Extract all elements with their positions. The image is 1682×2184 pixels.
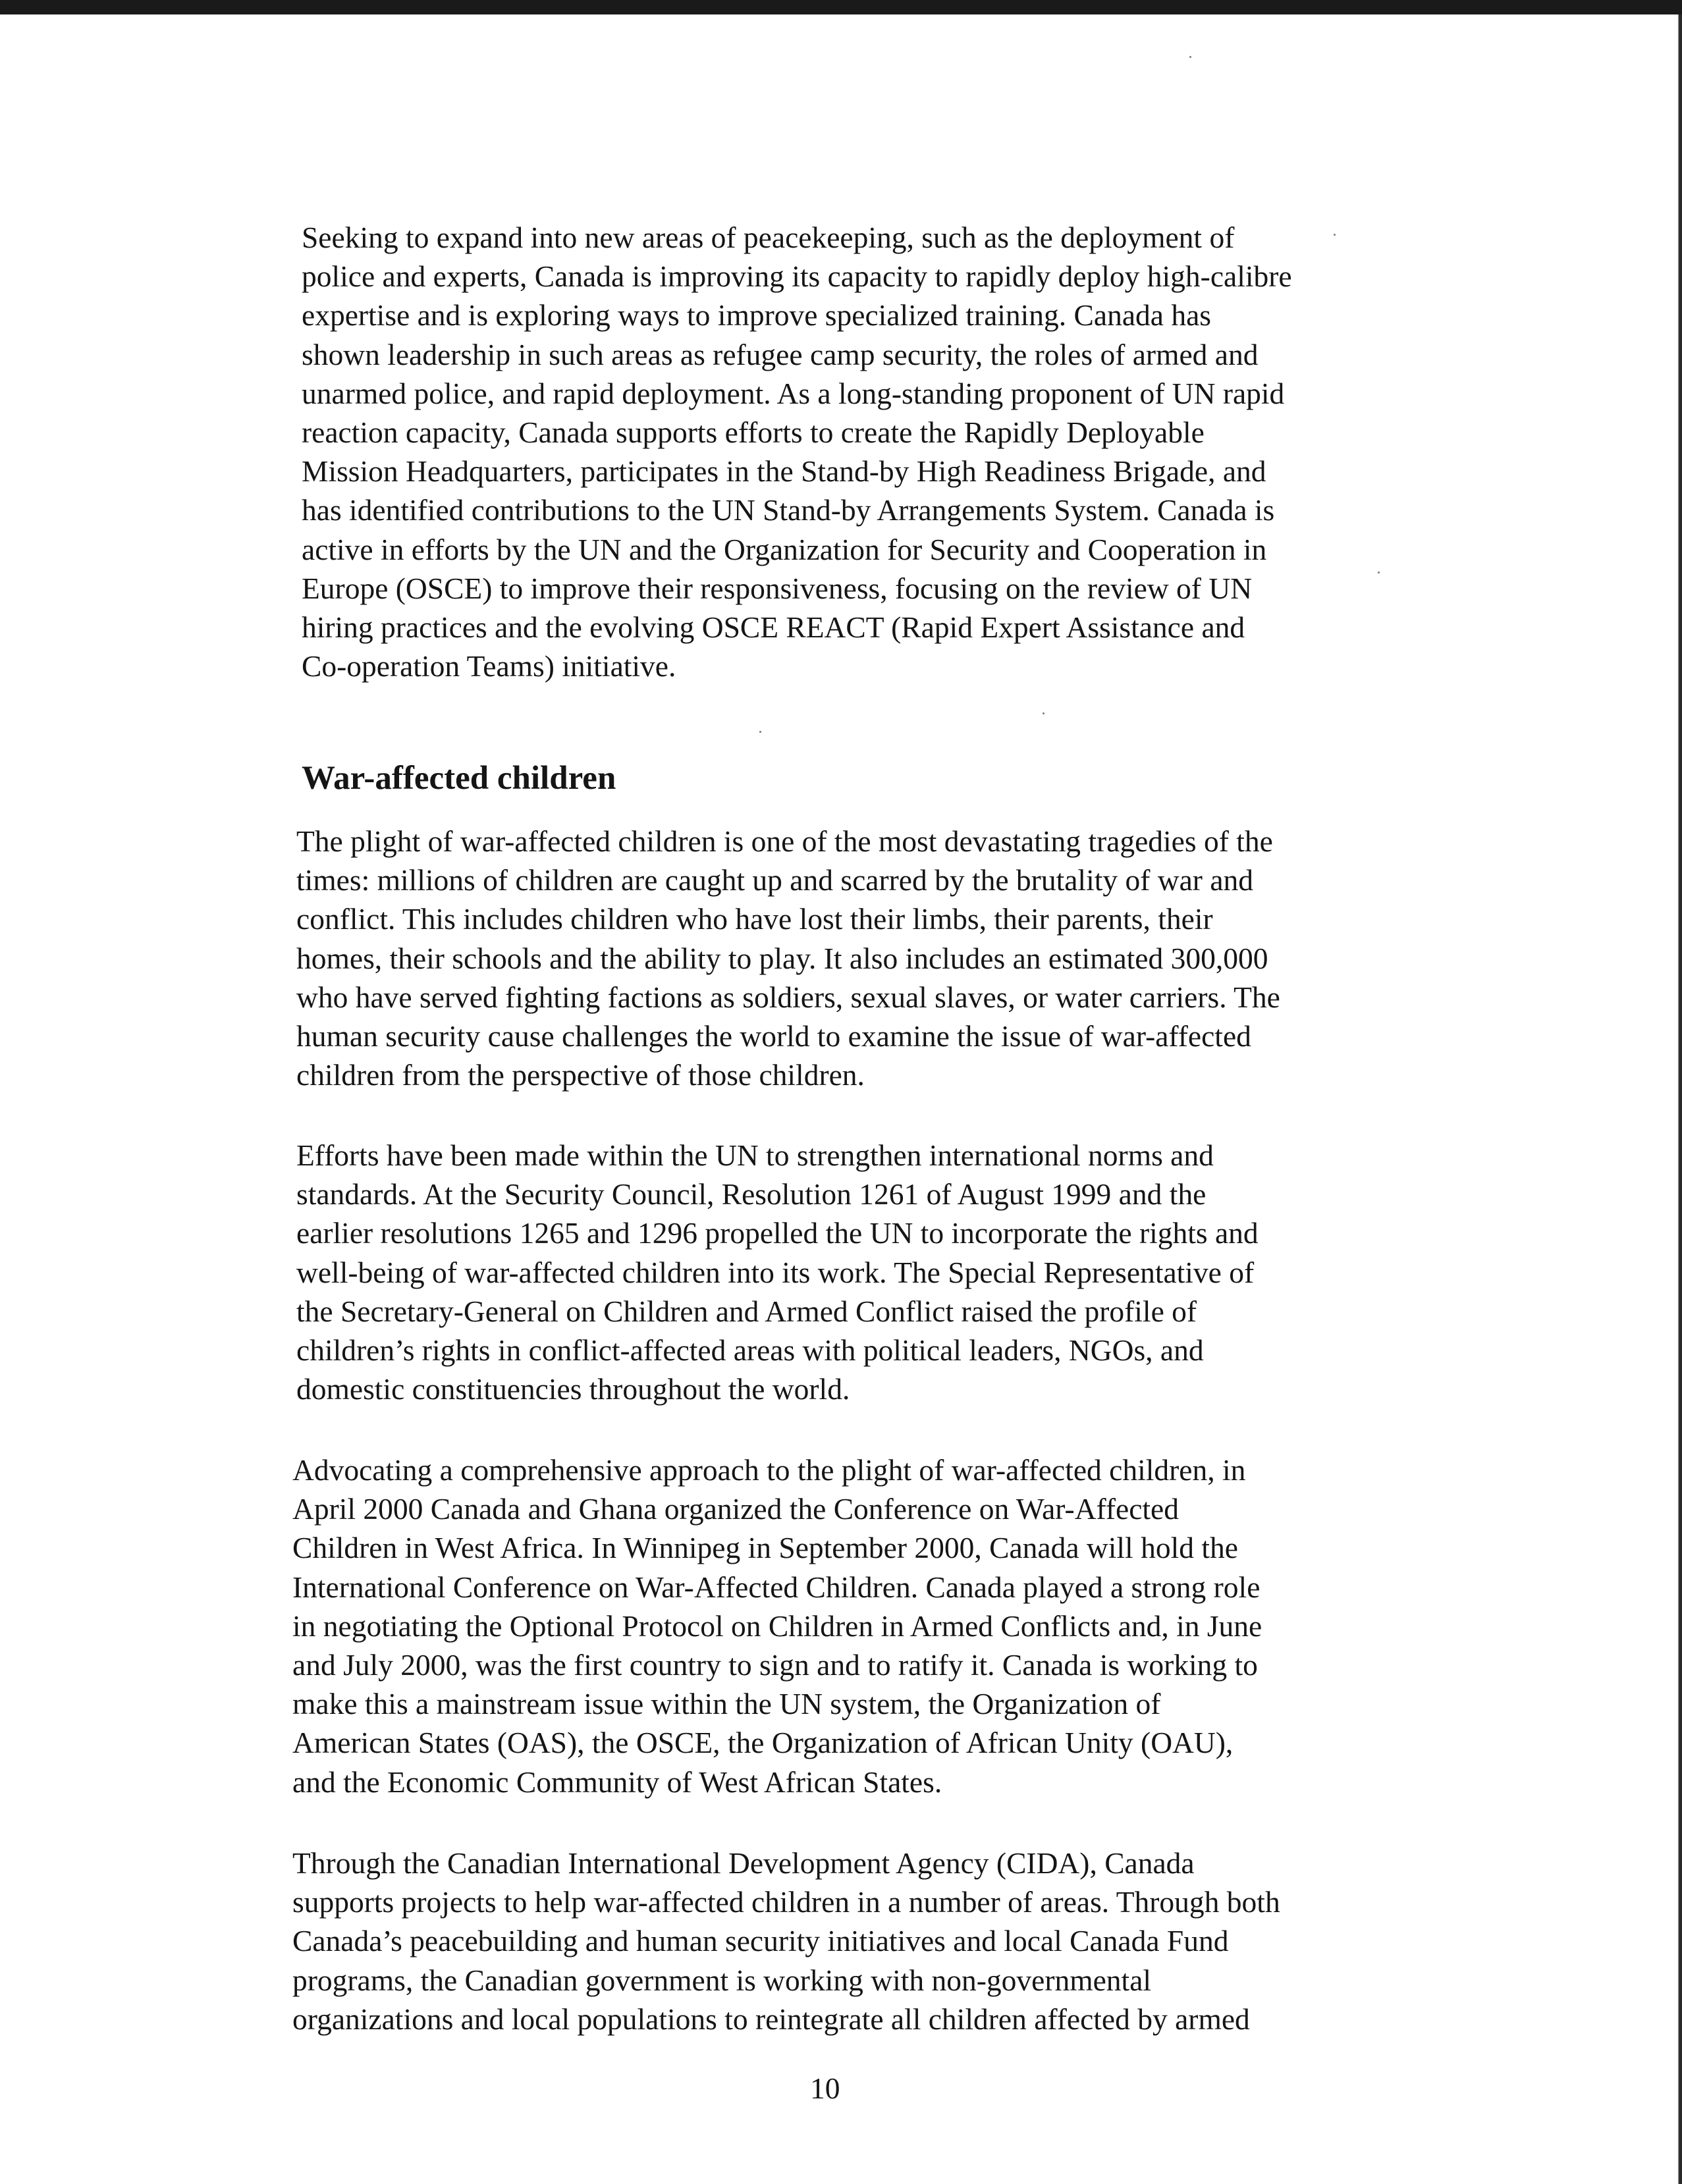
text-line: supports projects to help war-affected children in a number of areas. Through both [292,1885,1280,1919]
text-line: Children in West Africa. In Winnipeg in September 2000, Canada will hold the [292,1531,1238,1565]
page-number: 10 [810,2071,840,2105]
paragraph-cida [292,1844,1280,2038]
text-line: Mission Headquarters, participates in the Stand-by High Readiness Brigade, and [302,454,1266,489]
text-line: homes, their schools and the ability to play. It also includes an estimated 300,000 [296,941,1268,975]
paragraph-peacekeeping [302,218,1292,685]
text-line: earlier resolutions 1265 and 1296 propelled the UN to incorporate the rights and [296,1216,1259,1250]
text-line: expertise and is exploring ways to improve specialized training. Canada has [302,298,1212,333]
text-line: times: millions of children are caught up and scarred by the brutality of war and [296,863,1254,897]
text-line: The plight of war-affected children is one of the most devastating tragedies of the [296,824,1273,858]
text-line: make this a mainstream issue within the UN system, the Organization of [292,1687,1161,1721]
scan-speck [1043,712,1044,714]
text-line: who have served fighting factions as soldiers, sexual slaves, or water carriers. The [296,980,1280,1014]
text-line: human security cause challenges the world to examine the issue of war-affected [296,1019,1251,1053]
text-line: Co-operation Teams) initiative. [302,649,676,683]
text-line: organizations and local populations to reintegrate all children affected by armed [292,2002,1250,2036]
text-line: reaction capacity, Canada supports efforts to create the Rapidly Deployable [302,415,1205,449]
text-line: domestic constituencies throughout the world. [296,1372,850,1406]
text-line: Through the Canadian International Development Agency (CIDA), Canada [292,1846,1195,1880]
text-line: shown leadership in such areas as refugee camp security, the roles of armed and [302,337,1259,371]
text-line: Europe (OSCE) to improve their responsiveness, focusing on the review of UN [302,571,1253,605]
text-line: hiring practices and the evolving OSCE REACT (Rapid Expert Assistance and [302,610,1245,644]
text-line: April 2000 Canada and Ghana organized the Conference on War-Affected [292,1492,1180,1526]
text-line: in negotiating the Optional Protocol on Children in Armed Conflicts and, in June [292,1609,1262,1643]
scan-speck [1189,56,1191,58]
text-line: American States (OAS), the OSCE, the Organization of African Unity (OAU), [292,1726,1234,1760]
scan-speck [759,731,761,733]
scan-speck [1334,234,1336,236]
text-line: has identified contributions to the UN Stand-by Arrangements System. Canada is [302,493,1275,527]
text-line: International Conference on War-Affected Children. Canada played a strong role [292,1570,1261,1604]
text-line: and July 2000, was the first country to sign and to ratify it. Canada is working to [292,1647,1258,1682]
scan-speck [1378,572,1380,573]
text-line: Advocating a comprehensive approach to the plight of war-affected children, in [292,1453,1246,1487]
text-line: unarmed police, and rapid deployment. As a long-standing proponent of UN rapid [302,376,1285,410]
text-line: children’s rights in conflict-affected areas with political leaders, NGOs, and [296,1333,1204,1367]
text-line: active in efforts by the UN and the Organization for Security and Cooperation in [302,532,1267,566]
text-line: the Secretary-General on Children and Armed Conflict raised the profile of [296,1294,1197,1328]
text-line: conflict. This includes children who have lost their limbs, their parents, their [296,902,1213,936]
text-line: and the Economic Community of West African States. [292,1765,942,1799]
text-line: Efforts have been made within the UN to strengthen international norms and [296,1138,1214,1172]
paragraph-war-affected-intro [296,822,1280,1094]
text-line: police and experts, Canada is improving its capacity to rapidly deploy high-calibre [302,259,1292,294]
text-line: programs, the Canadian government is working with non-governmental [292,1963,1152,1997]
text-line: Canada’s peacebuilding and human security initiatives and local Canada Fund [292,1924,1229,1958]
text-line: well-being of war-affected children into its work. The Special Representative of [296,1255,1255,1289]
paragraph-advocating [292,1451,1262,1801]
section-heading: War-affected children [302,760,616,797]
text-line: children from the perspective of those children. [296,1058,865,1092]
paragraph-un-efforts [296,1136,1259,1408]
text-line: Seeking to expand into new areas of peacekeeping, such as the deployment of [302,221,1235,254]
text-line: standards. At the Security Council, Resolution 1261 of August 1999 and the [296,1177,1207,1212]
